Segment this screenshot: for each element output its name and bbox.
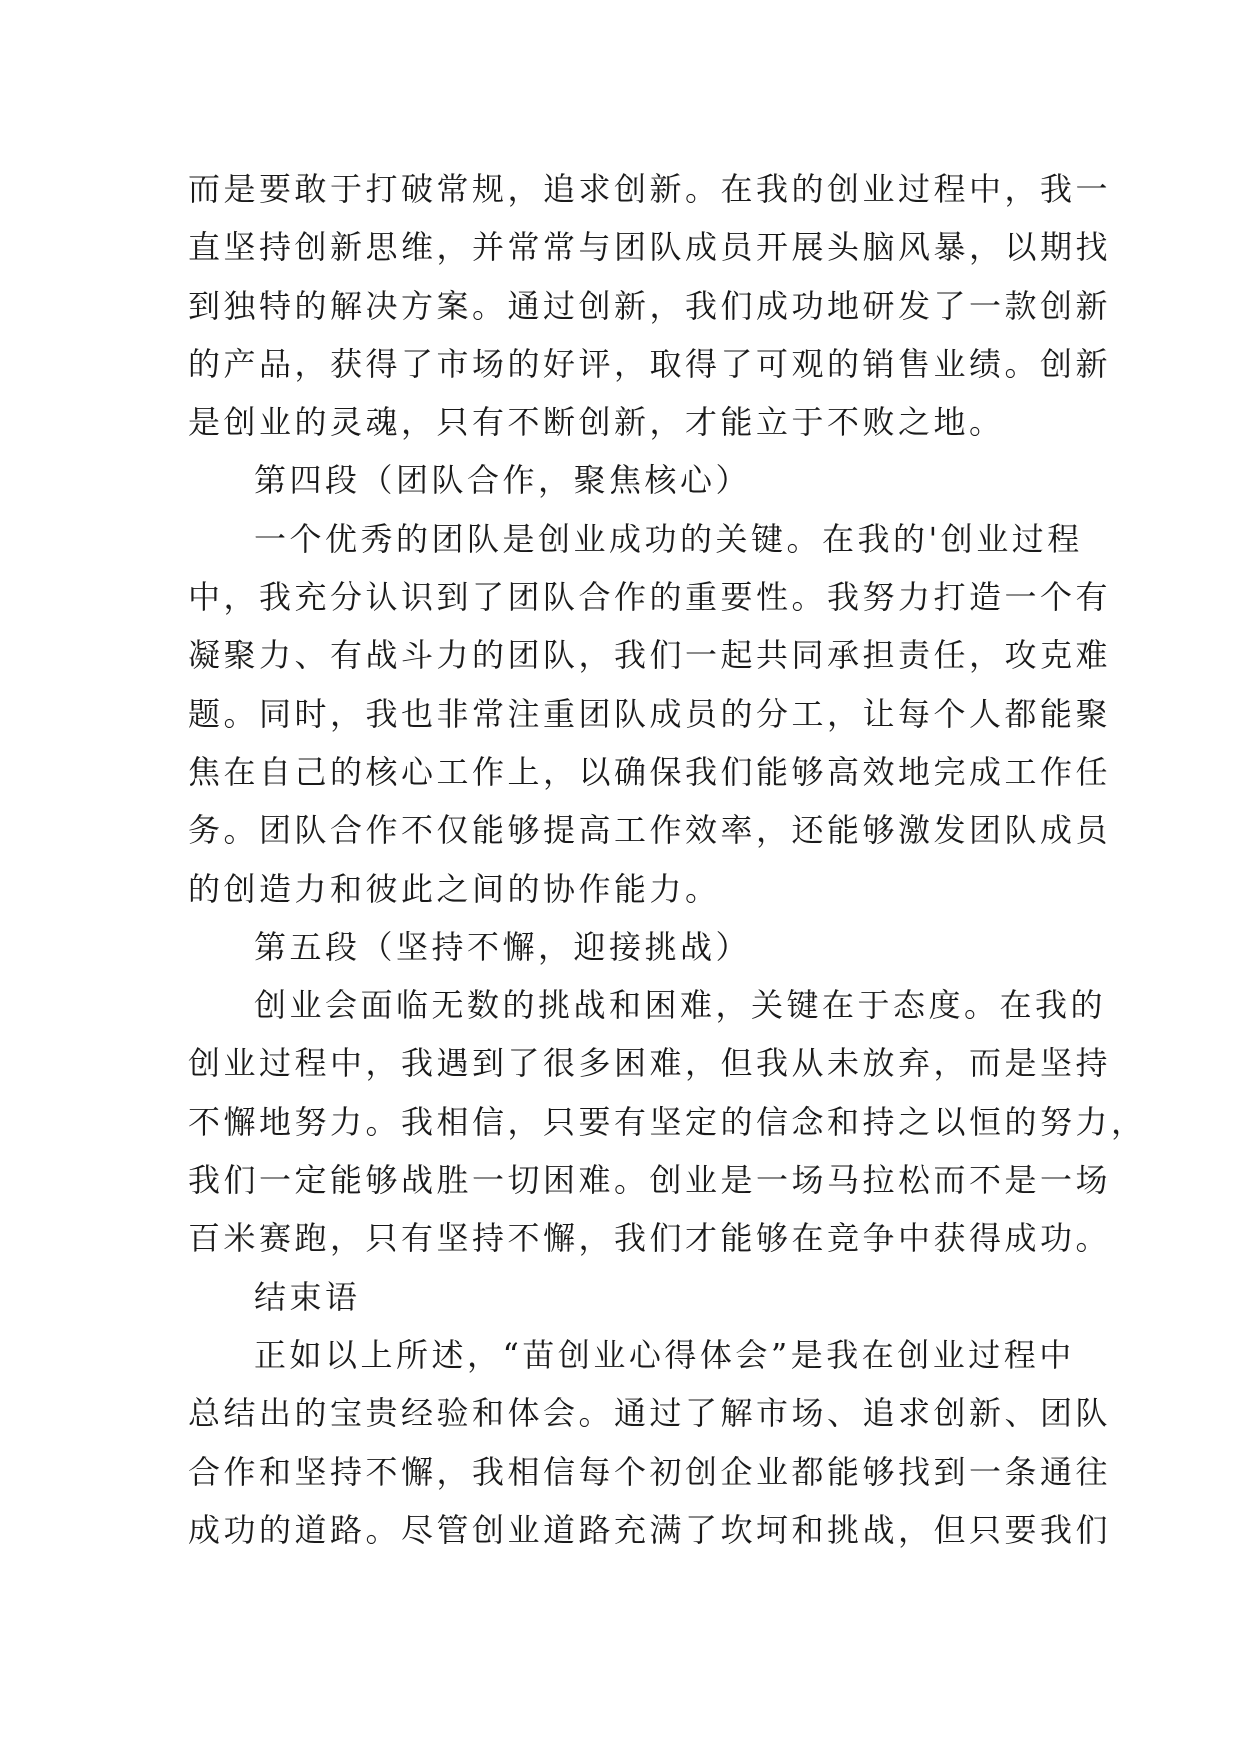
text-line: 凝聚力、有战斗力的团队，我们一起共同承担责任，攻克难	[188, 636, 1112, 675]
text-line: 总结出的宝贵经验和体会。通过了解市场、追求创新、团队	[188, 1394, 1112, 1433]
text-line: 而是要敢于打破常规，追求创新。在我的创业过程中，我一	[188, 170, 1112, 208]
text-line: 创业过程中，我遇到了很多困难，但我从未放弃，而是坚持	[188, 1044, 1112, 1083]
text-line: 成功的道路。尽管创业道路充满了坎坷和挑战，但只要我们	[188, 1510, 1112, 1549]
document-body	[188, 160, 1147, 1559]
text-line: 焦在自己的核心工作上，以确保我们能够高效地完成工作任	[188, 752, 1112, 791]
text-line: 题。同时，我也非常注重团队成员的分工，让每个人都能聚	[188, 694, 1112, 733]
text-line: 正如以上所述，“苗创业心得体会”是我在创业过程中	[254, 1335, 1075, 1374]
text-line: 中，我充分认识到了团队合作的重要性。我努力打造一个有	[188, 578, 1112, 617]
text-line: 创业会面临无数的挑战和困难，关键在于态度。在我的	[254, 986, 1107, 1025]
text-line: 一个优秀的团队是创业成功的关键。在我的'创业过程	[254, 519, 1083, 558]
text-line: 的创造力和彼此之间的协作能力。	[188, 869, 721, 908]
text-line: 务。团队合作不仅能够提高工作效率，还能够激发团队成员	[188, 811, 1112, 850]
text-line: 我们一定能够战胜一切困难。创业是一场马拉松而不是一场	[188, 1161, 1112, 1200]
text-line: 合作和坚持不懈，我相信每个初创企业都能够找到一条通往	[188, 1452, 1112, 1491]
section-heading: 第五段（坚持不懈，迎接挑战）	[254, 927, 752, 966]
section-heading: 结束语	[254, 1277, 361, 1316]
text-line: 不懈地努力。我相信，只要有坚定的信念和持之以恒的努力，	[188, 1102, 1147, 1141]
text-line: 直坚持创新思维，并常常与团队成员开展头脑风暴，以期找	[188, 228, 1112, 267]
section-heading: 第四段（团队合作，聚焦核心）	[254, 461, 752, 500]
text-line: 到独特的解决方案。通过创新，我们成功地研发了一款创新	[188, 286, 1112, 325]
text-line: 的产品，获得了市场的好评，取得了可观的销售业绩。创新	[188, 344, 1112, 383]
text-line: 百米赛跑，只有坚持不懈，我们才能够在竞争中获得成功。	[188, 1219, 1112, 1258]
text-line: 是创业的灵魂，只有不断创新，才能立于不败之地。	[188, 403, 1005, 442]
